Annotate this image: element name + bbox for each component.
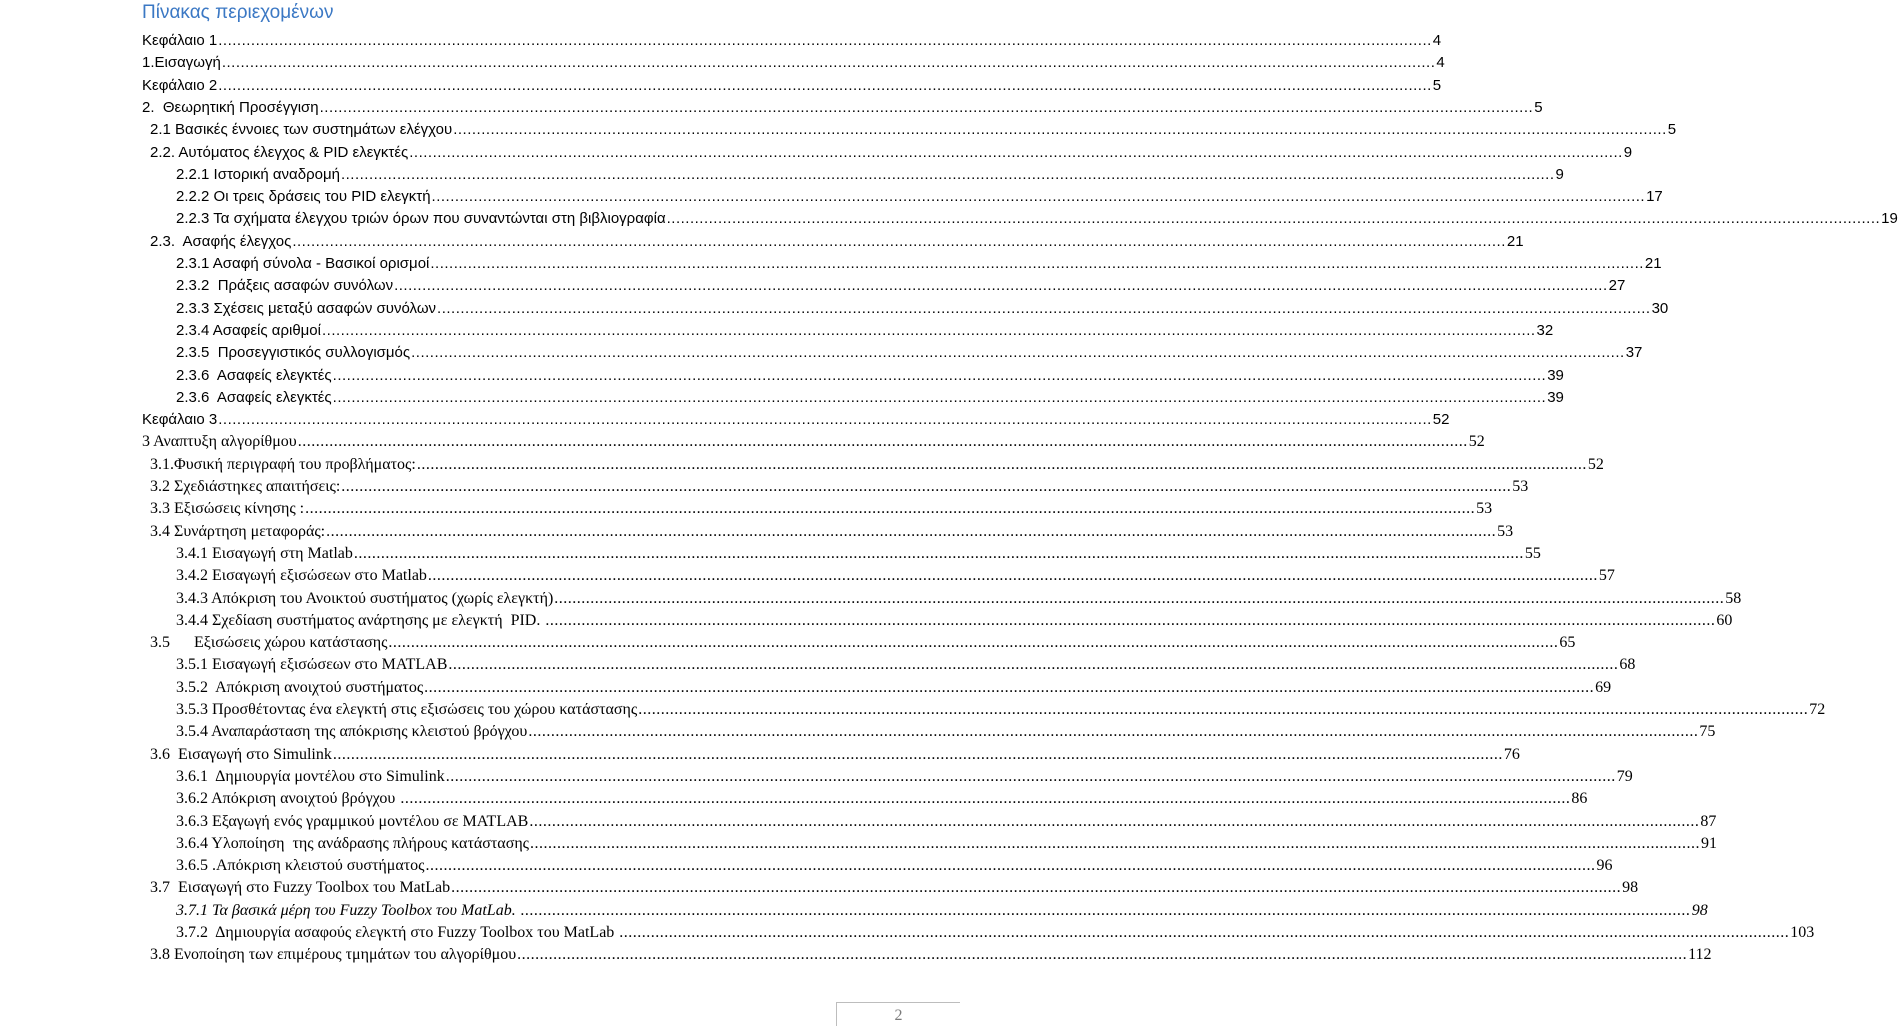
toc-dot-leader: .................................................................................................................................................................................................................................................................... <box>326 523 1497 540</box>
toc-entry-page: 39 <box>1547 389 1564 406</box>
toc-entry-page: 4 <box>1436 54 1445 71</box>
toc-entry[interactable] <box>150 879 1639 901</box>
toc-dot-leader: .................................................................................................................................................................................................................................................................... <box>218 32 1432 49</box>
toc-entry[interactable] <box>176 679 1612 701</box>
toc-entry-page: 21 <box>1644 255 1662 272</box>
toc-entry[interactable] <box>176 300 1669 322</box>
toc-entry-text: 3.5.2 Απόκριση ανοιχτού συστήματος <box>176 679 424 696</box>
toc-entry-page: 75 <box>1699 723 1716 740</box>
toc-entry-text: 3.4.2 Εισαγωγή εξισώσεων στο Matlab <box>176 567 427 584</box>
toc-dot-leader: .................................................................................................................................................................................................................................................................... <box>388 634 1559 651</box>
toc-entry-text: 2.2.2 Οι τρεις δράσεις του PID ελεγκτή <box>176 188 431 205</box>
toc-entry-text: 2.3.4 Ασαφείς αριθμοί <box>176 322 321 339</box>
toc-entry[interactable] <box>150 233 1524 255</box>
toc-entry-text: Κεφάλαιο 1 <box>142 32 218 49</box>
toc-entry-text: Κεφάλαιο 2 <box>142 77 218 94</box>
toc-entry[interactable] <box>176 344 1643 366</box>
toc-entry-page: 9 <box>1555 166 1564 183</box>
toc-entry[interactable] <box>176 210 1898 232</box>
toc-entry-text: 1.Εισαγωγή <box>142 54 221 71</box>
toc-dot-leader: .................................................................................................................................................................................................................................................................... <box>218 77 1432 94</box>
toc-dot-leader: .................................................................................................................................................................................................................................................................... <box>530 835 1701 852</box>
toc-dot-leader: .................................................................................................................................................................................................................................................................... <box>319 99 1534 116</box>
toc-dot-leader: .................................................................................................................................................................................................................................................................... <box>529 813 1700 830</box>
toc-dot-leader: .................................................................................................................................................................................................................................................................... <box>431 188 1646 205</box>
toc-entry[interactable] <box>176 545 1541 567</box>
toc-dot-leader: .................................................................................................................................................................................................................................................................... <box>332 746 1503 763</box>
toc-entry[interactable] <box>176 701 1826 723</box>
toc-entry-text: 2.2.3 Τα σχήματα έλεγχου τριών όρων που συναντώνται στη βιβλιογραφία <box>176 210 666 227</box>
toc-entry-text: 3.1.Φυσική περιγραφή του προβλήματος: <box>150 456 416 473</box>
toc-dot-leader: .................................................................................................................................................................................................................................................................... <box>340 166 1555 183</box>
toc-entry[interactable] <box>150 121 1677 143</box>
toc-entry-text: 3.4 Συνάρτηση μεταφοράς: <box>150 523 326 540</box>
toc-entry-text: 2.3.6 Ασαφείς ελεγκτές <box>176 367 332 384</box>
toc-entry-page: 60 <box>1716 612 1733 629</box>
toc-dot-leader: .................................................................................................................................................................................................................................................................... <box>332 389 1547 406</box>
toc-entry-page: 52 <box>1587 456 1604 473</box>
toc-dot-leader: .................................................................................................................................................................................................................................................................... <box>332 367 1547 384</box>
toc-entry-text: 2.2. Αυτόματος έλεγχος & PID ελεγκτές <box>150 144 409 161</box>
toc-entry-page: 52 <box>1432 411 1450 428</box>
toc-entry-page: 37 <box>1625 344 1643 361</box>
toc-dot-leader: .................................................................................................................................................................................................................................................................... <box>305 500 1476 517</box>
toc-entry[interactable] <box>176 656 1636 678</box>
toc-entry-page: 21 <box>1506 233 1524 250</box>
toc-dot-leader: .................................................................................................................................................................................................................................................................... <box>520 902 1691 919</box>
toc-entry-text: 2.3.6 Ασαφείς ελεγκτές <box>176 389 332 406</box>
toc-entry-page: 72 <box>1809 701 1826 718</box>
toc-entry[interactable] <box>176 924 1815 946</box>
toc-entry-page: 9 <box>1623 144 1633 161</box>
toc-entry-text: 2.3.3 Σχέσεις μεταξύ ασαφών συνόλων <box>176 300 437 317</box>
toc-entry-text: 2.3. Ασαφής έλεγχος <box>150 233 292 250</box>
toc-entry-page: 69 <box>1595 679 1612 696</box>
page-number-box <box>836 1002 960 1026</box>
toc-entry[interactable] <box>176 590 1742 612</box>
toc-dot-leader: .................................................................................................................................................................................................................................................................... <box>437 300 1651 317</box>
toc-entry-page: 91 <box>1701 835 1718 852</box>
toc-entry[interactable] <box>176 723 1716 745</box>
toc-dot-leader: .................................................................................................................................................................................................................................................................... <box>445 768 1616 785</box>
toc-entry-text: 3.4.1 Εισαγωγή στη Matlab <box>176 545 353 562</box>
toc-entry-text: 3.6.1 Δημιουργία μοντέλου στο Simulink <box>176 768 445 785</box>
toc-entry-page: 98 <box>1622 879 1639 896</box>
toc-entry[interactable] <box>142 99 1543 121</box>
toc-entry-text: 3.6 Εισαγωγή στο Simulink <box>150 746 332 763</box>
toc-entry-text: 3.8 Ενοποίηση των επιμέρους τμημάτων του αλγορίθμου <box>150 946 517 963</box>
toc-entry-text: 2.2.1 Ιστορική αναδρομή <box>176 166 340 183</box>
toc-dot-leader: .................................................................................................................................................................................................................................................................... <box>416 456 1587 473</box>
toc-entry[interactable] <box>176 902 1708 924</box>
toc-entry[interactable] <box>142 411 1450 433</box>
toc-dot-leader: .................................................................................................................................................................................................................................................................... <box>554 590 1725 607</box>
toc-entry[interactable] <box>142 433 1485 455</box>
toc-entry[interactable] <box>150 523 1514 545</box>
page-number: 2 <box>894 1007 903 1024</box>
toc-entry[interactable] <box>150 500 1493 522</box>
toc-dot-leader: .................................................................................................................................................................................................................................................................... <box>394 277 1608 294</box>
toc-dot-leader: .................................................................................................................................................................................................................................................................... <box>424 679 1595 696</box>
toc-entry[interactable] <box>150 478 1529 500</box>
toc-dot-leader: .................................................................................................................................................................................................................................................................... <box>453 121 1667 138</box>
toc-entry-text: 3.6.2 Απόκριση ανοιχτού βρόγχου <box>176 790 400 807</box>
toc-entry[interactable] <box>176 389 1564 411</box>
toc-entry-page: 5 <box>1432 77 1442 94</box>
toc-entry-text: 3.6.5 .Απόκριση κλειστού συστήματος <box>176 857 425 874</box>
toc-entry[interactable] <box>176 813 1717 835</box>
toc-entry[interactable] <box>150 634 1576 656</box>
toc-dot-leader: .................................................................................................................................................................................................................................................................... <box>425 857 1596 874</box>
toc-dot-leader: .................................................................................................................................................................................................................................................................... <box>666 210 1881 227</box>
toc-entry[interactable] <box>150 456 1604 478</box>
toc-entry[interactable] <box>176 567 1615 589</box>
toc-entry-page: 19 <box>1881 210 1898 227</box>
toc-dot-leader: .................................................................................................................................................................................................................................................................... <box>297 433 1468 450</box>
toc-entry[interactable] <box>176 277 1626 299</box>
toc-entry-page: 58 <box>1725 590 1742 607</box>
toc-entry-text: 2.3.5 Προσεγγιστικός συλλογισμός <box>176 344 411 361</box>
toc-entry-text: 3.5.4 Αναπαράσταση της απόκρισης κλειστού βρόγχου <box>176 723 528 740</box>
toc-entry-page: 39 <box>1547 367 1564 384</box>
toc-dot-leader: .................................................................................................................................................................................................................................................................... <box>451 879 1622 896</box>
toc-entry-text: 3 Αναπτυξη αλγορίθμου <box>142 433 297 450</box>
toc-entry-text: 3.4.4 Σχεδίαση συστήματος ανάρτησης με ελεγκτή PID. <box>176 612 545 629</box>
toc-entry-text: 3.7.2 Δημιουργία ασαφούς ελεγκτή στο Fuzzy Toolbox του MatLab <box>176 924 619 941</box>
toc-entry-page: 53 <box>1512 478 1529 495</box>
toc-entry-text: 2.1 Βασικές έννοιες των συστημάτων ελέγχου <box>150 121 453 138</box>
toc-entry-page: 112 <box>1688 946 1712 963</box>
toc-dot-leader: .................................................................................................................................................................................................................................................................... <box>411 344 1625 361</box>
toc-entry-text: 3.5.1 Εισαγωγή εξισώσεων στο MATLAB <box>176 656 448 673</box>
toc-dot-leader: .................................................................................................................................................................................................................................................................... <box>619 924 1790 941</box>
toc-entry-text: 3.4.3 Απόκριση του Ανοικτού συστήματος (χωρίς ελεγκτή) <box>176 590 554 607</box>
toc-dot-leader: .................................................................................................................................................................................................................................................................... <box>292 233 1506 250</box>
toc-entry-text: 2.3.1 Ασαφή σύνολα - Βασικοί ορισμοί <box>176 255 430 272</box>
toc-entry-page: 30 <box>1651 300 1669 317</box>
toc-dot-leader: .................................................................................................................................................................................................................................................................... <box>517 946 1688 963</box>
toc-dot-leader: .................................................................................................................................................................................................................................................................... <box>321 322 1536 339</box>
toc-entry-text: 3.7.1 Τα βασικά μέρη του Fuzzy Toolbox του MatLab. <box>176 902 520 919</box>
toc-dot-leader: .................................................................................................................................................................................................................................................................... <box>427 567 1598 584</box>
toc-entry[interactable] <box>150 144 1633 166</box>
toc-entry[interactable] <box>176 768 1633 790</box>
toc-entry[interactable] <box>142 77 1442 99</box>
toc-entry[interactable] <box>176 835 1718 857</box>
toc-entry-page: 55 <box>1524 545 1541 562</box>
toc-entry-text: 2.3.2 Πράξεις ασαφών συνόλων <box>176 277 394 294</box>
toc-entry[interactable] <box>142 32 1442 54</box>
toc-entry[interactable] <box>176 367 1564 389</box>
toc-entry-page: 86 <box>1571 790 1588 807</box>
toc-entry-page: 87 <box>1700 813 1717 830</box>
toc-entry-page: 53 <box>1476 500 1493 517</box>
toc-entry[interactable] <box>150 946 1712 968</box>
toc-entry-page: 53 <box>1497 523 1514 540</box>
toc-entry-text: 3.3 Εξισώσεις κίνησης : <box>150 500 305 517</box>
toc-dot-leader: .................................................................................................................................................................................................................................................................... <box>430 255 1644 272</box>
toc-entry-text: 3.6.3 Εξαγωγή ενός γραμμικού μοντέλου σε MATLAB <box>176 813 529 830</box>
toc-dot-leader: .................................................................................................................................................................................................................................................................... <box>218 411 1432 428</box>
toc-entry-text: 2. Θεωρητική Προσέγγιση <box>142 99 319 116</box>
toc-entry-page: 79 <box>1616 768 1633 785</box>
toc-entry-page: 98 <box>1691 902 1708 919</box>
toc-entry[interactable] <box>176 188 1663 210</box>
toc-entry-page: 4 <box>1432 32 1442 49</box>
toc-entry[interactable] <box>176 857 1613 879</box>
toc-dot-leader: .................................................................................................................................................................................................................................................................... <box>400 790 1571 807</box>
toc-entry-text: 3.5.3 Προσθέτοντας ένα ελεγκτή στις εξισώσεις του χώρου κατάστασης <box>176 701 638 718</box>
toc-dot-leader: .................................................................................................................................................................................................................................................................... <box>353 545 1524 562</box>
toc-dot-leader: .................................................................................................................................................................................................................................................................... <box>448 656 1619 673</box>
toc-dot-leader: .................................................................................................................................................................................................................................................................... <box>638 701 1809 718</box>
toc-dot-leader: .................................................................................................................................................................................................................................................................... <box>341 478 1512 495</box>
toc-entry[interactable] <box>176 612 1733 634</box>
toc-entry[interactable] <box>176 166 1564 188</box>
toc-entry-page: 52 <box>1468 433 1485 450</box>
toc-entry-page: 68 <box>1619 656 1636 673</box>
toc-entry-page: 5 <box>1534 99 1543 116</box>
toc-entry-text: 3.5 Εξισώσεις χώρου κατάστασης <box>150 634 388 651</box>
toc-entry-text: 3.6.4 Υλοποίηση της ανάδρασης πλήρους κατάστασης <box>176 835 530 852</box>
toc-entry-text: Κεφάλαιο 3 <box>142 411 218 428</box>
toc-entry-page: 27 <box>1608 277 1626 294</box>
toc-entry[interactable] <box>142 54 1445 76</box>
toc-entry-page: 17 <box>1646 188 1663 205</box>
toc-entry[interactable] <box>150 746 1520 768</box>
toc-entry-page: 103 <box>1790 924 1815 941</box>
toc-entry[interactable] <box>176 790 1588 812</box>
toc-entry-page: 76 <box>1503 746 1520 763</box>
toc-dot-leader: .................................................................................................................................................................................................................................................................... <box>409 144 1623 161</box>
toc-entry-page: 5 <box>1667 121 1677 138</box>
toc-dot-leader: .................................................................................................................................................................................................................................................................... <box>221 54 1436 71</box>
toc-entry-page: 32 <box>1536 322 1554 339</box>
toc-entry[interactable] <box>176 255 1662 277</box>
toc-entry-text: 3.2 Σχεδιάστηκες απαιτήσεις: <box>150 478 341 495</box>
toc-entry[interactable] <box>176 322 1554 344</box>
toc-entry-page: 57 <box>1598 567 1615 584</box>
toc-entry-page: 65 <box>1559 634 1576 651</box>
toc-dot-leader: .................................................................................................................................................................................................................................................................... <box>545 612 1716 629</box>
toc-dot-leader: .................................................................................................................................................................................................................................................................... <box>528 723 1699 740</box>
toc-entry-page: 96 <box>1596 857 1613 874</box>
toc-title: Πίνακας περιεχομένων <box>142 2 334 23</box>
toc-entry-text: 3.7 Εισαγωγή στο Fuzzy Toolbox του MatLab <box>150 879 451 896</box>
